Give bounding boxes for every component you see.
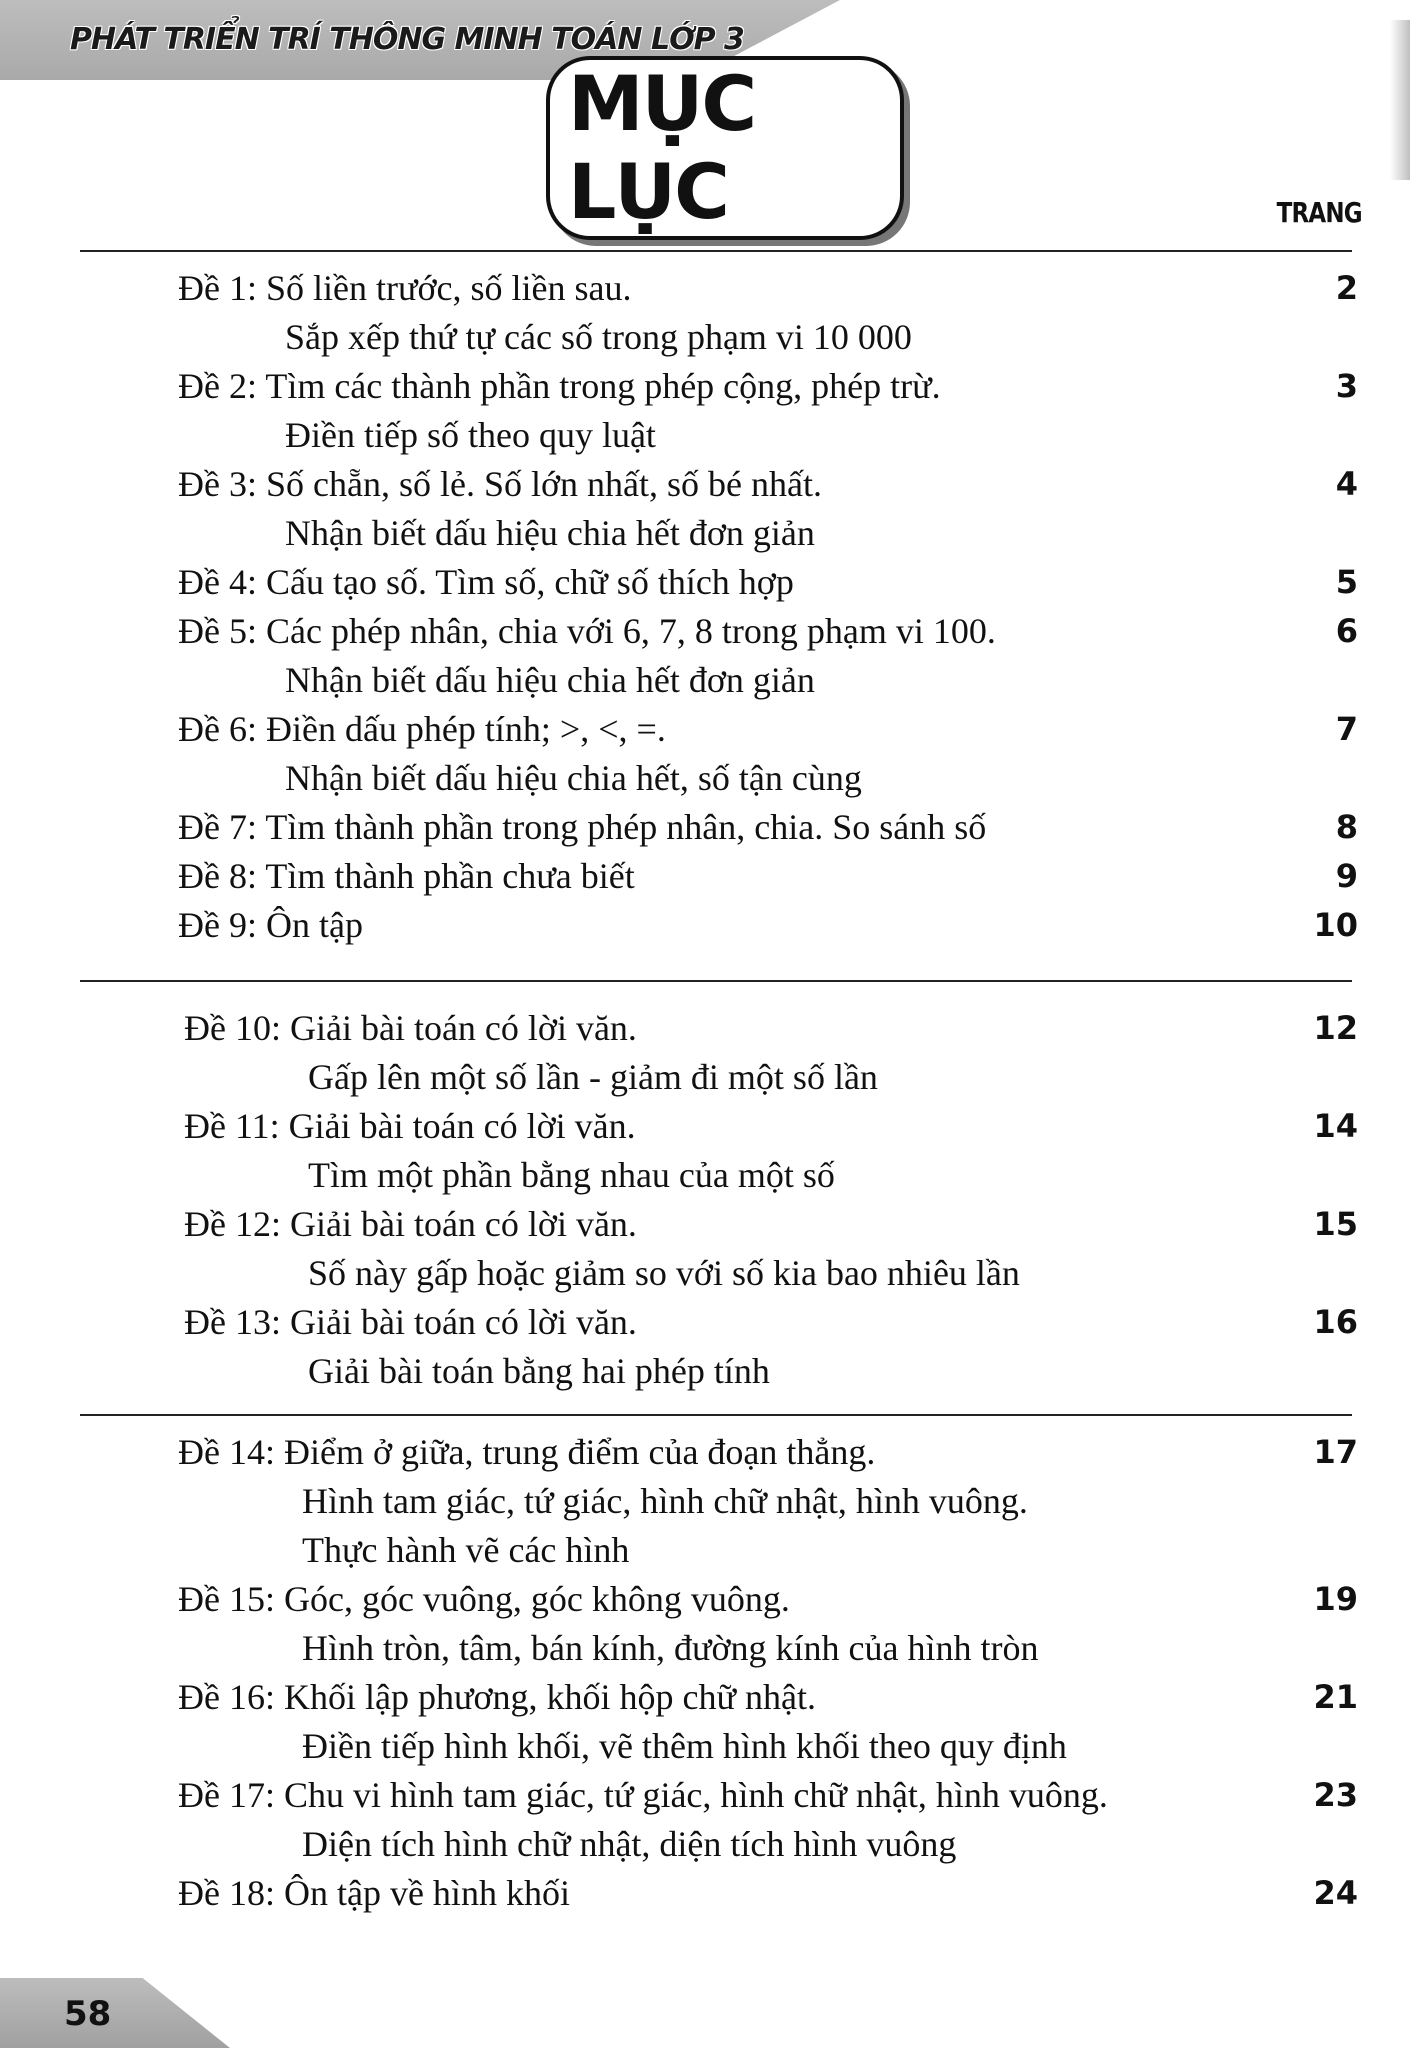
toc-entry-title-line	[0, 558, 1410, 607]
toc-entry-text: Đề 15: Góc, góc vuông, góc không vuông.	[178, 1579, 790, 1619]
toc-entry-title-line	[0, 264, 1410, 313]
toc-entry-subline	[0, 1053, 1410, 1102]
toc-entry-text: Đề 16: Khối lập phương, khối hộp chữ nhật.	[178, 1677, 816, 1717]
toc-entry-text: Đề 10: Giải bài toán có lời văn.	[184, 1008, 637, 1048]
toc-entry-text: Hình tam giác, tứ giác, hình chữ nhật, hình vuông.	[302, 1481, 1028, 1521]
toc-page-number: 23	[1313, 1776, 1358, 1814]
toc-entry-subline	[0, 1249, 1410, 1298]
toc-entry-subline	[0, 1347, 1410, 1396]
toc-entry-text: Đề 2: Tìm các thành phần trong phép cộng, phép trừ.	[178, 366, 941, 406]
series-title: PHÁT TRIỂN TRÍ THÔNG MINH TOÁN LỚP 3	[70, 22, 744, 57]
page-edge-shadow	[1390, 20, 1410, 180]
toc-entry[interactable]	[0, 1298, 1410, 1396]
toc-entry-subline	[0, 313, 1410, 362]
toc-entry-text: Điền tiếp số theo quy luật	[285, 415, 656, 455]
toc-entry-text: Diện tích hình chữ nhật, diện tích hình vuông	[302, 1824, 957, 1864]
toc-entry[interactable]	[0, 1004, 1410, 1102]
toc-entry[interactable]	[0, 1869, 1410, 1918]
toc-entry[interactable]	[0, 803, 1410, 852]
toc-entry-text: Đề 7: Tìm thành phần trong phép nhân, chia. So sánh số	[178, 807, 987, 847]
toc-entry[interactable]	[0, 607, 1410, 705]
toc-entry-text: Đề 3: Số chẵn, số lẻ. Số lớn nhất, số bé nhất.	[178, 464, 822, 504]
toc-entry-text: Đề 6: Điền dấu phép tính; >, <, =.	[178, 709, 666, 749]
toc-entry[interactable]	[0, 1575, 1410, 1673]
toc-entry-title-line	[0, 1673, 1410, 1722]
toc-page-number: 6	[1335, 612, 1358, 650]
toc-entry-text: Điền tiếp hình khối, vẽ thêm hình khối theo quy định	[302, 1726, 1067, 1766]
toc-entry-title-line	[0, 460, 1410, 509]
toc-entry-text: Đề 13: Giải bài toán có lời văn.	[184, 1302, 637, 1342]
toc-entry-text: Gấp lên một số lần - giảm đi một số lần	[308, 1057, 878, 1097]
toc-page-number: 15	[1313, 1205, 1358, 1243]
toc-entry-subline	[0, 1526, 1410, 1575]
toc-page-number: 14	[1313, 1107, 1358, 1145]
toc-entry-subline	[0, 1151, 1410, 1200]
toc-entry-text: Đề 9: Ôn tập	[178, 905, 363, 945]
toc-entry-title-line	[0, 1869, 1410, 1918]
toc-entry[interactable]	[0, 1102, 1410, 1200]
toc-entry-text: Đề 12: Giải bài toán có lời văn.	[184, 1204, 637, 1244]
toc-entry-title-line	[0, 1575, 1410, 1624]
toc-entry-text: Số này gấp hoặc giảm so với số kia bao nhiêu lần	[308, 1253, 1020, 1293]
toc-entry[interactable]	[0, 558, 1410, 607]
toc-section	[0, 1428, 1410, 1918]
toc-entry-title-line	[0, 1004, 1410, 1053]
toc-page-number: 2	[1335, 269, 1358, 307]
toc-entry-text: Đề 11: Giải bài toán có lời văn.	[184, 1106, 636, 1146]
toc-entry-subline	[0, 1477, 1410, 1526]
toc-entry-title-line	[0, 1428, 1410, 1477]
toc-entry-subline	[0, 656, 1410, 705]
toc-entry[interactable]	[0, 1771, 1410, 1869]
footer-band	[0, 1978, 230, 2048]
toc-page-number: 21	[1313, 1678, 1358, 1716]
toc-entry-subline	[0, 509, 1410, 558]
toc-entry-title-line	[0, 901, 1410, 950]
toc-page-number: 9	[1335, 857, 1358, 895]
toc-entry-text: Sắp xếp thứ tự các số trong phạm vi 10 000	[285, 317, 912, 357]
toc-page-number: 24	[1313, 1874, 1358, 1912]
toc-entry-text: Đề 18: Ôn tập về hình khối	[178, 1873, 570, 1913]
toc-section	[0, 264, 1410, 950]
toc-page-number: 17	[1313, 1433, 1358, 1471]
page-column-label: TRANG	[1276, 196, 1362, 229]
toc-entry-text: Đề 14: Điểm ở giữa, trung điểm của đoạn thẳng.	[178, 1432, 876, 1472]
toc-entry-title-line	[0, 362, 1410, 411]
toc-entry-text: Nhận biết dấu hiệu chia hết đơn giản	[285, 660, 815, 700]
toc-page-number: 16	[1313, 1303, 1358, 1341]
toc-entry-text: Đề 8: Tìm thành phần chưa biết	[178, 856, 635, 896]
toc-page-number: 5	[1335, 563, 1358, 601]
toc-page-number: 3	[1335, 367, 1358, 405]
toc-entry-title-line	[0, 607, 1410, 656]
toc-entry[interactable]	[0, 852, 1410, 901]
toc-entry-title-line	[0, 1771, 1410, 1820]
toc-entry-subline	[0, 1722, 1410, 1771]
page-title-box	[550, 59, 900, 236]
toc-page-number: 19	[1313, 1580, 1358, 1618]
toc-entry-text: Hình tròn, tâm, bán kính, đường kính của hình tròn	[302, 1628, 1039, 1668]
toc-entry-title-line	[0, 1298, 1410, 1347]
toc-entry[interactable]	[0, 264, 1410, 362]
toc-entry-subline	[0, 754, 1410, 803]
toc-entry-title-line	[0, 852, 1410, 901]
page-number: 58	[64, 1994, 112, 2034]
toc-entry-title-line	[0, 1200, 1410, 1249]
toc-entry[interactable]	[0, 1673, 1410, 1771]
toc-entry-text: Thực hành vẽ các hình	[302, 1530, 630, 1570]
toc-entry-subline	[0, 411, 1410, 460]
toc-entry[interactable]	[0, 362, 1410, 460]
divider	[80, 1414, 1352, 1416]
toc-entry-text: Giải bài toán bằng hai phép tính	[308, 1351, 770, 1391]
toc-page-number: 12	[1313, 1009, 1358, 1047]
toc-page-number: 10	[1313, 906, 1358, 944]
toc-entry[interactable]	[0, 901, 1410, 950]
toc-entry[interactable]	[0, 705, 1410, 803]
toc-entry-text: Nhận biết dấu hiệu chia hết, số tận cùng	[285, 758, 862, 798]
toc-entry-text: Đề 5: Các phép nhân, chia với 6, 7, 8 trong phạm vi 100.	[178, 611, 996, 651]
toc-entry-text: Nhận biết dấu hiệu chia hết đơn giản	[285, 513, 815, 553]
toc-entry[interactable]	[0, 1200, 1410, 1298]
toc-page-number: 8	[1335, 808, 1358, 846]
toc-entry-title-line	[0, 803, 1410, 852]
toc-entry-text: Đề 1: Số liền trước, số liền sau.	[178, 268, 632, 308]
divider	[80, 250, 1352, 252]
toc-entry[interactable]	[0, 460, 1410, 558]
toc-page-number: 7	[1335, 710, 1358, 748]
toc-entry-subline	[0, 1624, 1410, 1673]
toc-entry-text: Đề 17: Chu vi hình tam giác, tứ giác, hình chữ nhật, hình vuông.	[178, 1775, 1108, 1815]
toc-entry-text: Tìm một phần bằng nhau của một số	[308, 1155, 835, 1195]
toc-entry-subline	[0, 1820, 1410, 1869]
toc-entry-title-line	[0, 1102, 1410, 1151]
toc-entry[interactable]	[0, 1428, 1410, 1575]
toc-entry-title-line	[0, 705, 1410, 754]
divider	[80, 980, 1352, 982]
toc-page-number: 4	[1335, 465, 1358, 503]
toc-section	[0, 1004, 1410, 1396]
page-title: MỤC LỤC	[550, 60, 900, 236]
toc-entry-text: Đề 4: Cấu tạo số. Tìm số, chữ số thích hợp	[178, 562, 794, 602]
